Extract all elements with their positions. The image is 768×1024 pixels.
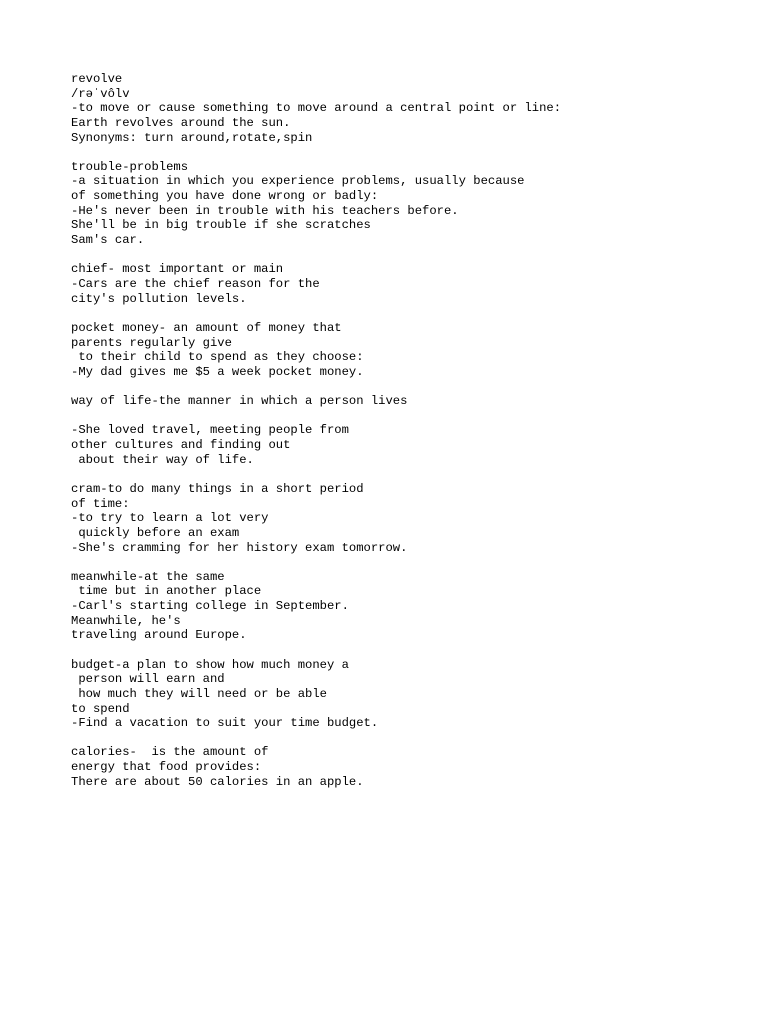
- entry-line: city's pollution levels.: [71, 291, 247, 306]
- entry-pocket-money: [71, 321, 751, 380]
- entry-line: cram-to do many things in a short period: [71, 481, 364, 496]
- entry-line: to their child to spend as they choose:: [71, 350, 364, 365]
- entry-way-of-life-example: [71, 423, 751, 467]
- entry-line: Earth revolves around the sun.: [71, 115, 291, 130]
- entry-way-of-life: [71, 394, 751, 409]
- entry-budget: [71, 658, 751, 731]
- entry-line: trouble-problems: [71, 159, 189, 174]
- entry-line: time but in another place: [71, 584, 262, 599]
- entry-meanwhile: [71, 570, 751, 643]
- entry-line: -to try to learn a lot very: [71, 511, 269, 526]
- entry-line: calories- is the amount of: [71, 745, 269, 760]
- entry-line: -She's cramming for her history exam tomorrow.: [71, 540, 408, 555]
- entry-line: -Carl's starting college in September.: [71, 599, 349, 614]
- entry-line: of something you have done wrong or badly:: [71, 189, 379, 204]
- entry-line: pocket money- an amount of money that: [71, 320, 342, 335]
- entry-line: parents regularly give: [71, 335, 232, 350]
- entry-line: of time:: [71, 496, 130, 511]
- entry-chief: [71, 262, 751, 306]
- entry-line: revolve: [71, 72, 123, 86]
- entry-line: to spend: [71, 701, 130, 716]
- entry-line: person will earn and: [71, 672, 225, 687]
- entry-line: way of life-the manner in which a person lives: [71, 394, 408, 409]
- entry-line: quickly before an exam: [71, 525, 240, 540]
- entry-line: Sam's car.: [71, 233, 145, 248]
- entry-calories: [71, 745, 751, 789]
- entry-line: -to move or cause something to move around a central point or line:: [71, 101, 562, 116]
- entry-line: -a situation in which you experience problems, usually because: [71, 174, 525, 189]
- entry-line: budget-a plan to show how much money a: [71, 657, 349, 672]
- entry-line: how much they will need or be able: [71, 686, 327, 701]
- entry-line: energy that food provides:: [71, 760, 262, 775]
- entry-trouble: [71, 160, 751, 248]
- entry-line: Synonyms: turn around,rotate,spin: [71, 130, 313, 145]
- document-page: [71, 72, 751, 804]
- entry-line: about their way of life.: [71, 452, 254, 467]
- entry-line: other cultures and finding out: [71, 438, 291, 453]
- entry-line: traveling around Europe.: [71, 628, 247, 643]
- entry-line: She'll be in big trouble if she scratches: [71, 218, 371, 233]
- entry-cram: [71, 482, 751, 555]
- entry-line: -Find a vacation to suit your time budget.: [71, 716, 379, 731]
- entry-line: meanwhile-at the same: [71, 569, 225, 584]
- entry-line: -She loved travel, meeting people from: [71, 423, 349, 438]
- entry-line: -Cars are the chief reason for the: [71, 276, 320, 291]
- entry-revolve: [71, 72, 751, 145]
- entry-line: chief- most important or main: [71, 262, 284, 277]
- entry-line: There are about 50 calories in an apple.: [71, 774, 364, 789]
- entry-line: -My dad gives me $5 a week pocket money.: [71, 364, 364, 379]
- entry-line: /rəˈvôlv: [71, 86, 130, 101]
- entry-line: Meanwhile, he's: [71, 613, 181, 628]
- entry-line: -He's never been in trouble with his teachers before.: [71, 203, 459, 218]
